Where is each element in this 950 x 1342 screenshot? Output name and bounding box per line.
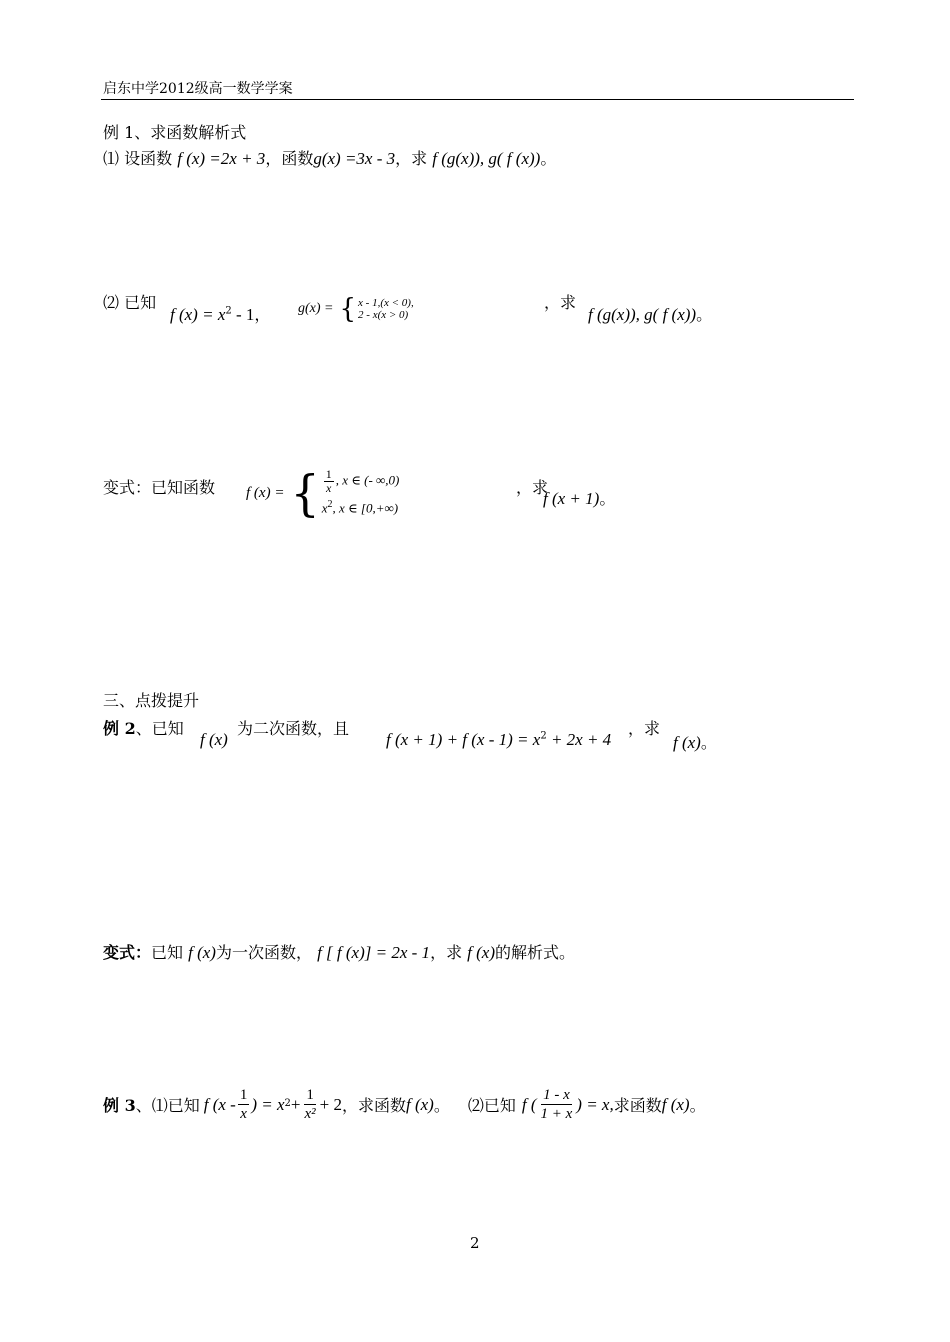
ex1-part2-number: ⑵ xyxy=(103,293,120,312)
var1-case2: $x^2$, x ∈ [0,+∞) xyxy=(321,499,399,516)
ex2-text2: 为二次函数，且 xyxy=(237,719,350,738)
ex1-part2-g-case1: x - 1,(x < 0), xyxy=(358,297,414,309)
var1-target-wrap: f (x + 1)。 xyxy=(543,489,616,508)
ex2-target-wrap: f (x)。 xyxy=(673,733,717,752)
ex3-p1-target: f (x) xyxy=(406,1094,434,1114)
ex1-part2-ask: ，求 xyxy=(544,293,577,312)
left-brace: { xyxy=(290,464,320,522)
ex1-part1-comma: ，函数 xyxy=(265,149,314,168)
ex2-label: 例 2 xyxy=(103,719,136,738)
ex1-part2-target: f (g(x)), g( f (x)) xyxy=(588,305,697,324)
ex3-label: 例 3 xyxy=(103,1096,136,1115)
var1-target: f (x + 1) xyxy=(543,489,600,508)
ex2-equation: f (x + 1) + f $(x - 1) = x^2 + 2x + 4$ xyxy=(386,730,612,749)
ex3-p1-frac: $\frac{1}{x}$ xyxy=(239,1087,248,1122)
ex2-f: f (x) xyxy=(200,730,228,749)
left-brace: { xyxy=(339,293,357,325)
var1-f-lhs: f (x) = xyxy=(246,484,285,501)
var1-piecewise xyxy=(246,464,400,522)
ex1-part1-f: f (x) =2x + 3 xyxy=(177,149,266,168)
ex1-part1-target: f (g(x)), g( f (x)) xyxy=(432,149,541,168)
ex1-part2-g-lhs: g(x) = xyxy=(298,301,334,316)
ex1-part1-end: 。 xyxy=(540,149,557,168)
var1-case1: $\frac{1}{x}$ , x ∈ (- ∞,0) xyxy=(325,467,400,495)
ex1-part1 xyxy=(103,146,556,169)
ex3-p2-f: f ( xyxy=(521,1094,537,1114)
var1-ask: ，求 xyxy=(516,478,549,497)
ex1-part1-g: g(x) =3x - 3 xyxy=(313,149,396,168)
ex1-part2-f: f $(x) = x^2 - 1$， xyxy=(170,305,271,324)
ex1-part2-target-wrap: f (g(x)), g( f (x))。 xyxy=(588,305,713,324)
ex3-p2-frac: $\frac{1 - x}{1 + x}$ xyxy=(540,1087,573,1122)
ex2-line xyxy=(103,716,184,739)
ex1-part2-g-piecewise xyxy=(298,293,414,325)
ex1-part1-number: ⑴ xyxy=(103,149,120,168)
page-number: 2 xyxy=(470,1234,480,1252)
var2-target: f (x) xyxy=(467,943,496,962)
ex1-heading: 例 1、求函数解析式 xyxy=(103,123,247,142)
ex1-part2-g-case2: 2 - x(x > 0) xyxy=(358,309,409,321)
section3-heading: 三、点拨提升 xyxy=(103,691,200,710)
var2-line: 变式：已知 f (x)为一次函数， f [ f (x)] = 2x - 1，求 f (x)的解析式。 xyxy=(103,943,576,962)
ex2-ask: ，求 xyxy=(628,719,661,738)
ex3-p2-target: f (x) xyxy=(661,1094,690,1114)
page-header: 启东中学2012级高一数学学案 xyxy=(103,81,293,97)
var1-label: 变式：已知函数 xyxy=(103,478,216,497)
ex1-part2-label xyxy=(103,290,156,313)
ex2-text1: 、已知 xyxy=(135,719,184,738)
ex3-p1-frac2: $\frac{1}{\text{x²}}$ xyxy=(304,1087,316,1122)
ex2-target: f (x) xyxy=(673,733,701,752)
ex1-part2-text: 已知 xyxy=(124,293,157,312)
var2-label: 变式： xyxy=(103,943,152,962)
var2-f: f (x) xyxy=(188,943,216,962)
ex3-line: 例 3 、⑴已知 f (x - $\frac{1}{x}$ ) = x 2 + $\frac{1}{\text{x²}}$ + 2 ，求函数 f (x) 。 ⑵已知 f ( $\frac{1 - x}{1 + x}$ ) = x, 求函数 f (x) 。 xyxy=(103,1087,706,1122)
header-rule xyxy=(101,99,854,100)
ex1-part1-text: 设函数 xyxy=(124,149,173,168)
var2-equation: f [ f (x)] = 2x - 1 xyxy=(317,943,431,962)
ex1-part1-ask: ，求 xyxy=(395,149,428,168)
ex3-p1-f: f (x - xyxy=(203,1094,236,1114)
